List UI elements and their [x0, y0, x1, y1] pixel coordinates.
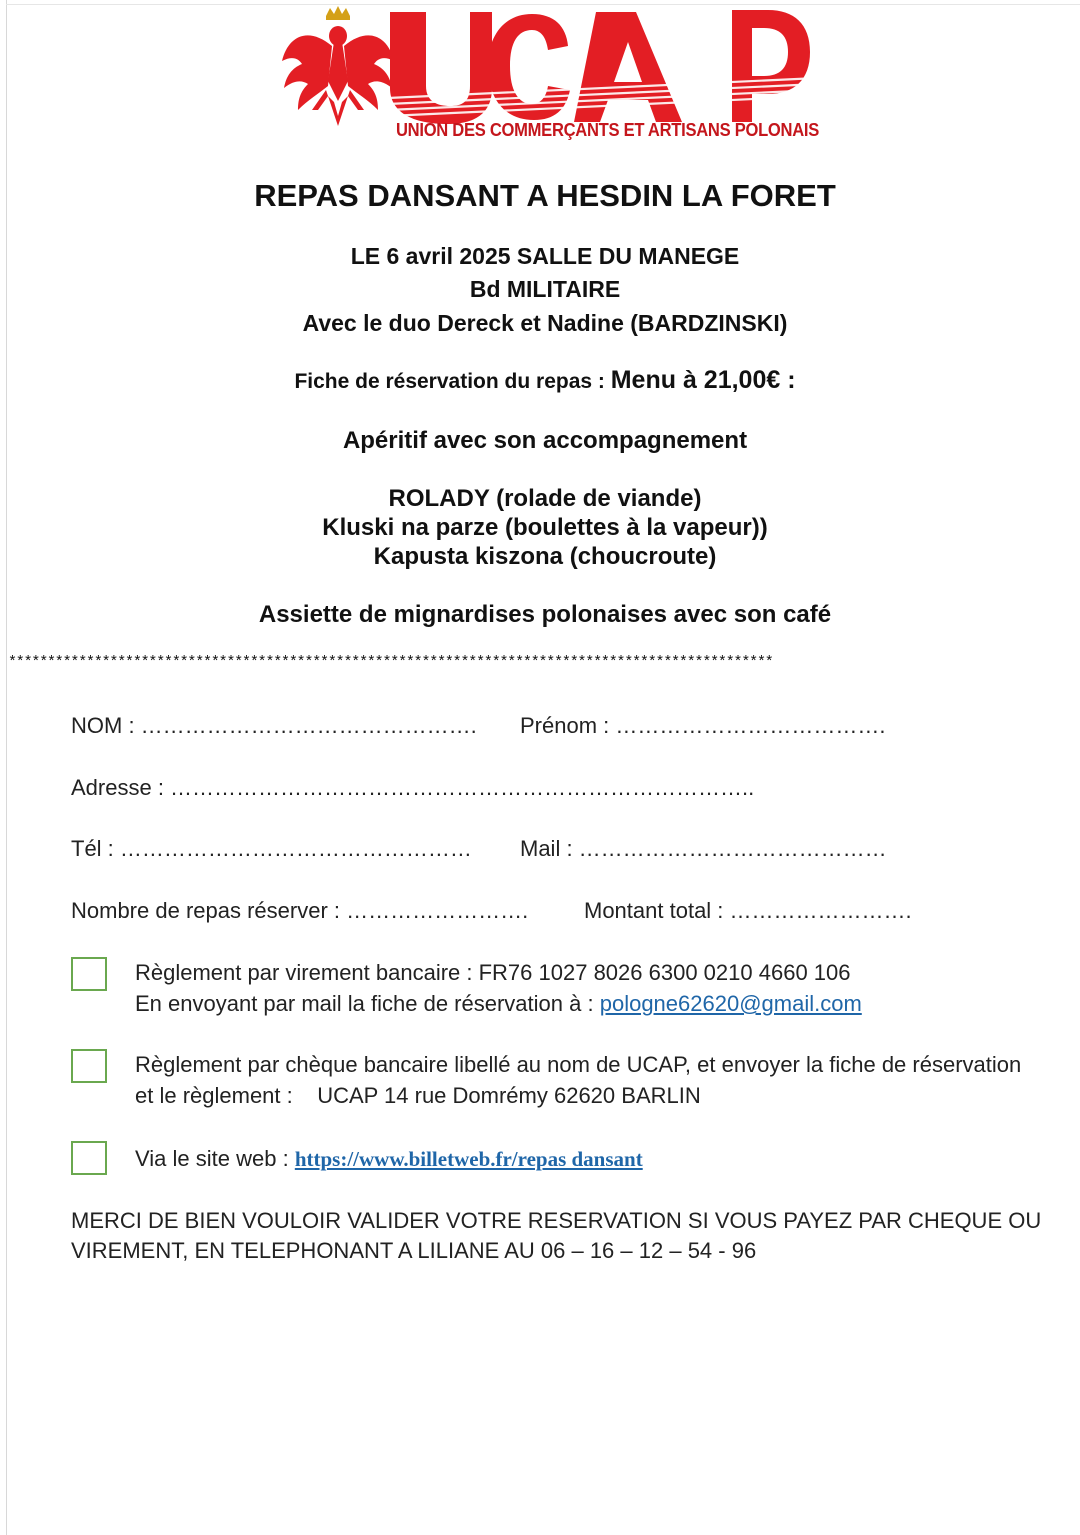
validation-line-2: VIREMENT, EN TELEPHONANT A LILIANE AU 06 – 16 – 12 – 54 - 96	[71, 1238, 757, 1263]
separator-line: **************************************************************************************************	[8, 654, 773, 671]
validation-notice	[71, 1206, 1041, 1266]
virement-option	[135, 957, 862, 1019]
menu-main-1: ROLADY (rolade de viande)	[388, 485, 702, 512]
cheque-line-2: et le règlement : UCAP 14 rue Domrémy 62620 BARLIN	[135, 1083, 701, 1108]
cheque-option	[135, 1049, 1021, 1111]
virement-line-1: Règlement par virement bancaire : FR76 1027 8026 6300 0210 4660 106	[135, 960, 851, 985]
reservation-heading	[0, 366, 1080, 395]
page-top-edge	[6, 4, 1080, 5]
menu-dessert: Assiette de mignardises polonaises avec son café	[258, 601, 832, 628]
event-date-venue: LE 6 avril 2025 SALLE DU MANEGE	[350, 243, 740, 269]
virement-line-2	[135, 988, 862, 1019]
validation-line-1: MERCI DE BIEN VOULOIR VALIDER VOTRE RESERVATION SI VOUS PAYEZ PAR CHEQUE OU	[71, 1208, 1042, 1233]
web-checkbox[interactable]	[71, 1141, 107, 1175]
nombre-repas-field[interactable]: Nombre de repas réserver : …………………….	[71, 898, 529, 923]
web-option	[135, 1143, 643, 1175]
nom-field[interactable]: NOM : ……………………………………….	[71, 713, 477, 738]
montant-total-field[interactable]: Montant total : …………………….	[584, 898, 912, 923]
web-label: Via le site web :	[135, 1146, 289, 1171]
reservation-label: Fiche de réservation du repas :	[294, 370, 605, 393]
virement-line-2-text: En envoyant par mail la fiche de réservation à :	[135, 991, 594, 1016]
billetweb-link[interactable]: https://www.billetweb.fr/repas dansant	[294, 1147, 643, 1171]
cheque-line-1: Règlement par chèque bancaire libellé au nom de UCAP, et envoyer la fiche de réservation	[135, 1052, 1022, 1077]
menu-main-2: Kluski na parze (boulettes à la vapeur))	[322, 514, 768, 541]
event-title: REPAS DANSANT A HESDIN LA FORET	[254, 178, 836, 213]
virement-checkbox[interactable]	[71, 957, 107, 991]
page-left-edge	[6, 0, 7, 1535]
cheque-checkbox[interactable]	[71, 1049, 107, 1083]
tel-field[interactable]: Tél : …………………………………………	[71, 836, 472, 861]
mail-field[interactable]: Mail : ……………………………………	[520, 836, 887, 861]
adresse-field[interactable]: Adresse : ……………………………………………………………………..	[71, 775, 755, 800]
menu-main-3: Kapusta kiszona (choucroute)	[373, 543, 717, 570]
event-band: Avec le duo Dereck et Nadine (BARDZINSKI)	[302, 310, 788, 336]
menu-aperitif: Apéritif avec son accompagnement	[342, 427, 748, 454]
menu-price: Menu à 21,00€ :	[610, 366, 796, 394]
prenom-field[interactable]: Prénom : ……………………………….	[520, 713, 886, 738]
event-address: Bd MILITAIRE	[469, 276, 621, 302]
logo-caption: UNION DES COMMERÇANTS ET ARTISANS POLONAIS	[396, 120, 819, 140]
email-link[interactable]: pologne62620@gmail.com	[599, 991, 862, 1016]
